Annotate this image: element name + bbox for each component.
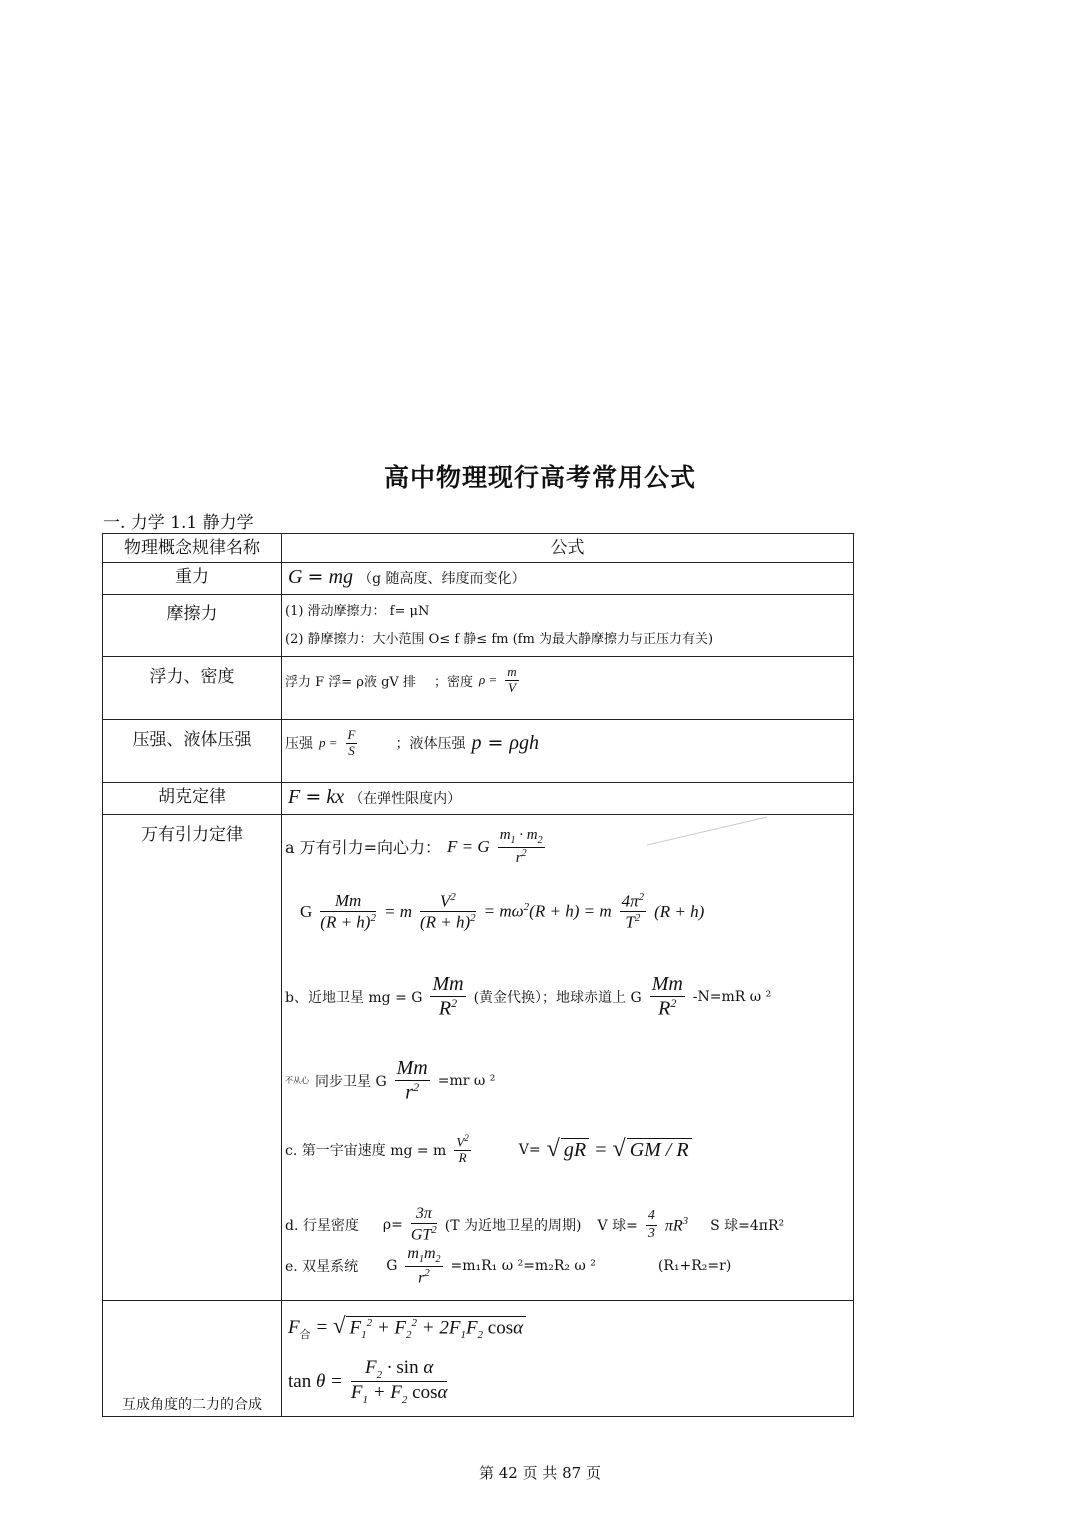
header-formula: 公式 bbox=[282, 534, 854, 563]
table-row-buoyancy bbox=[103, 657, 854, 720]
sync-end: =mr ω ² bbox=[437, 1072, 496, 1089]
page-footer: 第 42 页 共 87 页 bbox=[478, 1464, 601, 1482]
row-formula-buoyancy: 浮力 F 浮= ρ液 gV 排 ；密度 ρ = $\frac{m}{V}$ bbox=[282, 657, 854, 720]
row-name-buoyancy: 浮力、密度 bbox=[103, 657, 282, 720]
row-name-hooke: 胡克定律 bbox=[103, 783, 282, 815]
row-name-pressure: 压强、液体压强 bbox=[103, 720, 282, 783]
c-label: c. 第一宇宙速度 mg = m bbox=[285, 1142, 447, 1159]
b-mid: (黄金代换）；地球赤道上 G bbox=[473, 989, 642, 1006]
resultant-force-formula: $F_合$ = √ $F_1^2 + F_2^2 + 2F_1F_2$ cosα bbox=[288, 1313, 526, 1342]
table-row-gravity bbox=[103, 563, 854, 595]
row-formula-composition bbox=[282, 1301, 854, 1417]
table-row-friction bbox=[103, 595, 854, 657]
friction-line-1: (1) 滑动摩擦力： f= μN bbox=[285, 604, 430, 619]
sync-line: 不从心 同步卫星 G $\frac{Mm}{r^2}$ =mr ω ² bbox=[285, 1057, 496, 1104]
table-row-composition bbox=[103, 1301, 854, 1417]
c-line: c. 第一宇宙速度 mg = m $\frac{V^2}{R}$ V= √ gR = √ GM / R bbox=[285, 1133, 692, 1166]
formula-table bbox=[102, 533, 854, 1417]
row-name-composition: 互成角度的二力的合成 bbox=[103, 1301, 282, 1417]
row-name-universal-gravitation: 万有引力定律 bbox=[103, 815, 282, 1301]
header-name: 物理概念规律名称 bbox=[103, 534, 282, 563]
page-title: 高中物理现行高考常用公式 bbox=[383, 463, 696, 492]
gravity-note: （g 随高度、纬度而变化） bbox=[358, 571, 526, 587]
section-heading: 一. 力学 1.1 静力学 bbox=[103, 513, 254, 533]
tan-theta-formula: tan θ = $\frac{F_2 \cdot \sin \alpha}{F_1 + F_2 \cos\alpha}$ bbox=[288, 1357, 448, 1407]
e-label: e. 双星系统 bbox=[285, 1259, 359, 1276]
d-vol: V 球= bbox=[597, 1218, 638, 1235]
d-label: d. 行星密度 bbox=[285, 1218, 359, 1235]
row-name-gravity: 重力 bbox=[103, 563, 282, 595]
density-label: ；密度 bbox=[433, 674, 473, 690]
row-formula-gravity: G = mg （g 随高度、纬度而变化） bbox=[282, 563, 854, 595]
e-note: (R₁+R₂=r) bbox=[657, 1258, 732, 1275]
table-row-pressure bbox=[103, 720, 854, 783]
c-v: V= bbox=[518, 1141, 541, 1158]
d-note: (T 为近地卫星的周期) bbox=[444, 1218, 582, 1235]
hooke-note: （在弹性限度内） bbox=[349, 791, 462, 807]
liquid-pressure-label: ；液体压强 bbox=[395, 736, 466, 753]
d-area: S 球=4πR² bbox=[710, 1218, 785, 1235]
e-eq: =m₁R₁ ω ²=m₂R₂ ω ² bbox=[450, 1258, 596, 1275]
b-label: b、近地卫星 mg = G bbox=[285, 989, 423, 1006]
sync-small: 不从心 bbox=[285, 1076, 309, 1086]
a-label: a 万有引力=向心力： bbox=[285, 838, 442, 858]
row-formula-pressure: 压强 p = $\frac{F}{S}$ ；液体压强 p = ρgh bbox=[282, 720, 854, 783]
b-end: -N=mR ω ² bbox=[692, 988, 772, 1005]
e-line: e. 双星系统 G $\frac{m_1m_2}{r^2}$ =m₁R₁ ω ²=m₂R₂ ω ² (R₁+R₂=r) bbox=[285, 1245, 732, 1287]
row-name-friction: 摩擦力 bbox=[103, 595, 282, 657]
d-rho: ρ= bbox=[382, 1217, 403, 1234]
table-header-row bbox=[103, 534, 854, 563]
d-line: d. 行星密度 ρ= $\frac{3\pi}{GT^2}$ (T 为近地卫星的周期) V 球= $\frac{4}{3}$ $\pi R^3$ S 球=4πR² bbox=[285, 1205, 785, 1244]
b-line: b、近地卫星 mg = G $\frac{Mm}{R^2}$ (黄金代换）；地球赤道上 G $\frac{Mm}{R^2}$ -N=mR ω ² bbox=[285, 973, 772, 1020]
pressure-label: 压强 bbox=[285, 736, 313, 753]
table-row-hooke bbox=[103, 783, 854, 815]
sync-label: 同步卫星 G bbox=[315, 1073, 387, 1090]
row-formula-universal-gravitation: a 万有引力=向心力： F = G $\frac{m_1 \cdot m_2}{r^2}$ G $\frac{Mm}{(R + h)^2}$ = m $\frac{V^2}{(R + h)^2}$ = $m\omega^2(R + h) = m$ $\frac{4\pi^2}{T^2}$ (R + h) b、近地卫星 mg = G $\frac{Mm}{R^2}$ (黄金代换）；地球赤道上 G $\frac{Mm}{R^2}$ -N=mR ω ² 不从心 同步卫星 G $\frac{Mm}{r^2}$ =mr ω ² c. 第一宇宙速度 mg = m $\frac{V^2}{R}$ V= √ gR = √ GM / R d. 行星密度 ρ= $\frac{3\pi}{GT^2}$ (T 为近地卫星的周期) V 球= $\frac{4}{3}$ $\pi R^3$ S 球=4πR² e. 双星系统 G $\frac{m_1m_2}{r^2}$ =m₁R₁ ω ²=m₂R₂ ω ² (R₁+R₂=r) bbox=[282, 815, 854, 1301]
friction-line-2: (2) 静摩擦力：大小范围 O≤ f 静≤ fm (fm 为最大静摩擦力与正压力有关) bbox=[285, 632, 714, 647]
orbital-equation: G $\frac{Mm}{(R + h)^2}$ = m $\frac{V^2}{(R + h)^2}$ = $m\omega^2(R + h) = m$ $\frac{4\pi^2}{T^2}$ (R + h) bbox=[300, 891, 705, 932]
row-formula-friction bbox=[282, 595, 854, 657]
buoyancy-label: 浮力 F 浮= ρ液 gV 排 bbox=[285, 674, 416, 690]
decorative-line bbox=[647, 815, 777, 847]
e-g: G bbox=[386, 1258, 398, 1275]
row-formula-hooke: F = kx （在弹性限度内） bbox=[282, 783, 854, 815]
table-row-universal-gravitation bbox=[103, 815, 854, 1301]
